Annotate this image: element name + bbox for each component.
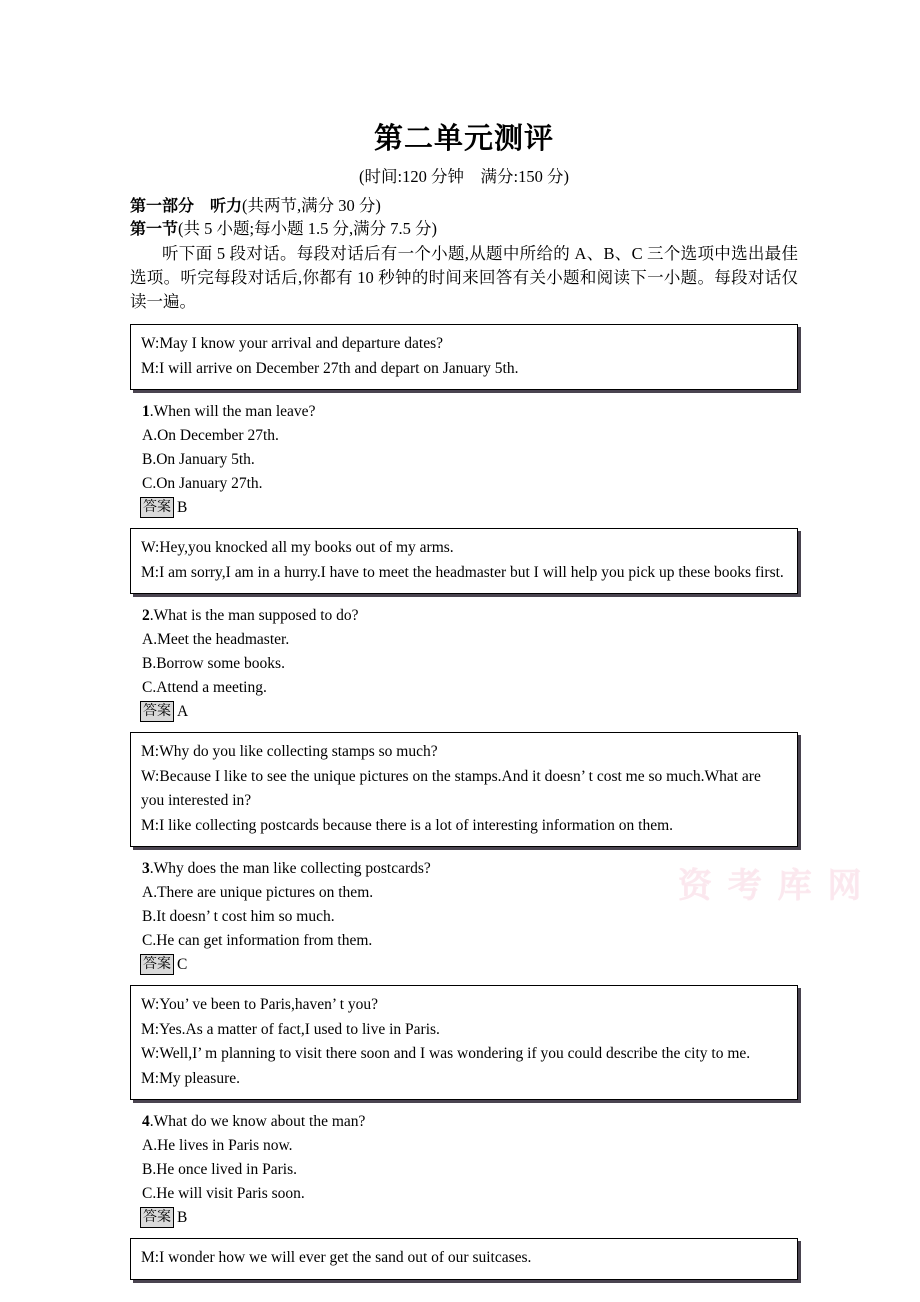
question-stem (130, 857, 798, 881)
option-a[interactable]: A.He lives in Paris now. (142, 1137, 293, 1154)
answer-badge: 答案 (140, 954, 174, 975)
option-c[interactable]: C.On January 27th. (142, 475, 263, 492)
question-number: 4 (142, 1113, 150, 1130)
dialogue-box (130, 732, 798, 847)
option-b[interactable]: B.Borrow some books. (142, 655, 285, 672)
answer-value: A (177, 703, 189, 720)
section-one-heading (130, 217, 798, 240)
dialogue-box (130, 1238, 798, 1280)
answer-badge: 答案 (140, 701, 174, 722)
dialogue-line: M:I will arrive on December 27th and depart on January 5th. (141, 359, 519, 377)
question-block (130, 594, 798, 722)
question-text: .What is the man supposed to do? (149, 607, 359, 624)
question-block (130, 390, 798, 518)
answer-badge: 答案 (140, 1207, 174, 1228)
option-a[interactable]: A.On December 27th. (142, 427, 279, 444)
part-one-note: (共两节,满分 30 分) (242, 196, 381, 215)
dialogue-line: W:May I know your arrival and departure dates? (141, 335, 443, 352)
listening-instructions: 听下面 5 段对话。每段对话后有一个小题,从题中所给的 A、B、C 三个选项中选出最佳选项。听完每段对话后,你都有 10 秒钟的时间来回答有关小题和阅读下一小题。每段对话仅读一遍。 (130, 244, 798, 311)
document-content (130, 0, 798, 1280)
part-one-label: 第一部分 (130, 196, 195, 215)
question-stem (130, 604, 798, 628)
question-text: .What do we know about the man? (149, 1113, 366, 1130)
section-one-note: (共 5 小题;每小题 1.5 分,满分 7.5 分) (178, 219, 437, 238)
page-title: 第二单元测评 (373, 121, 554, 155)
option-b[interactable]: B.On January 5th. (142, 451, 255, 468)
answer-row (130, 496, 798, 518)
part-one-spacer (194, 196, 210, 215)
dialogue-line: M:I am sorry,I am in a hurry.I have to meet the headmaster but I will help you pick up these books first. (141, 563, 784, 581)
answer-value: B (177, 1209, 188, 1226)
question-number: 1 (142, 403, 150, 420)
dialogue-line: M:Why do you like collecting stamps so much? (141, 743, 438, 760)
dialogue-line: M:Yes.As a matter of fact,I used to live in Paris. (141, 1020, 440, 1038)
exam-time-score-subtitle: (时间:120 分钟 满分:150 分) (359, 167, 569, 186)
question-text: .When will the man leave? (149, 403, 316, 420)
dialogue-line: W:Hey,you knocked all my books out of my arms. (141, 539, 454, 556)
part-one-heading (130, 190, 798, 217)
question-stem (130, 400, 798, 424)
answer-row (130, 700, 798, 722)
question-number: 2 (142, 607, 150, 624)
question-text: .Why does the man like collecting postcards? (149, 860, 431, 877)
answer-value: C (177, 956, 188, 973)
option-a[interactable]: A.There are unique pictures on them. (142, 884, 374, 901)
dialogue-line: M:I like collecting postcards because there is a lot of interesting information on them. (141, 816, 674, 834)
option-b[interactable]: B.It doesn’ t cost him so much. (142, 908, 335, 925)
question-block (130, 847, 798, 975)
dialogue-line: W:Well,I’ m planning to visit there soon and I was wondering if you could describe the city to me. (141, 1045, 751, 1062)
dialogue-line: W:You’ ve been to Paris,haven’ t you? (141, 996, 379, 1013)
dialogue-box (130, 324, 798, 390)
dialogue-line: W:Because I like to see the unique pictures on the stamps.And it doesn’ t cost me so much.What are you interested in? (141, 767, 761, 809)
dialogue-box (130, 985, 798, 1100)
watermark-text: 资 考 库 网 (678, 866, 864, 906)
answer-value: B (177, 499, 188, 516)
answer-row (130, 1206, 798, 1228)
answer-row (130, 953, 798, 975)
option-c[interactable]: C.He will visit Paris soon. (142, 1185, 305, 1202)
question-stem (130, 1110, 798, 1134)
option-a[interactable]: A.Meet the headmaster. (142, 631, 290, 648)
option-c[interactable]: C.Attend a meeting. (142, 679, 267, 696)
part-one-title: 听力 (210, 196, 243, 215)
option-c[interactable]: C.He can get information from them. (142, 932, 373, 949)
dialogue-box (130, 528, 798, 594)
question-number: 3 (142, 860, 150, 877)
dialogue-line: M:My pleasure. (141, 1069, 241, 1087)
answer-badge: 答案 (140, 497, 174, 518)
section-one-label: 第一节 (130, 219, 179, 238)
question-block (130, 1100, 798, 1228)
dialogue-line: M:I wonder how we will ever get the sand out of our suitcases. (141, 1249, 532, 1266)
option-b[interactable]: B.He once lived in Paris. (142, 1161, 297, 1178)
